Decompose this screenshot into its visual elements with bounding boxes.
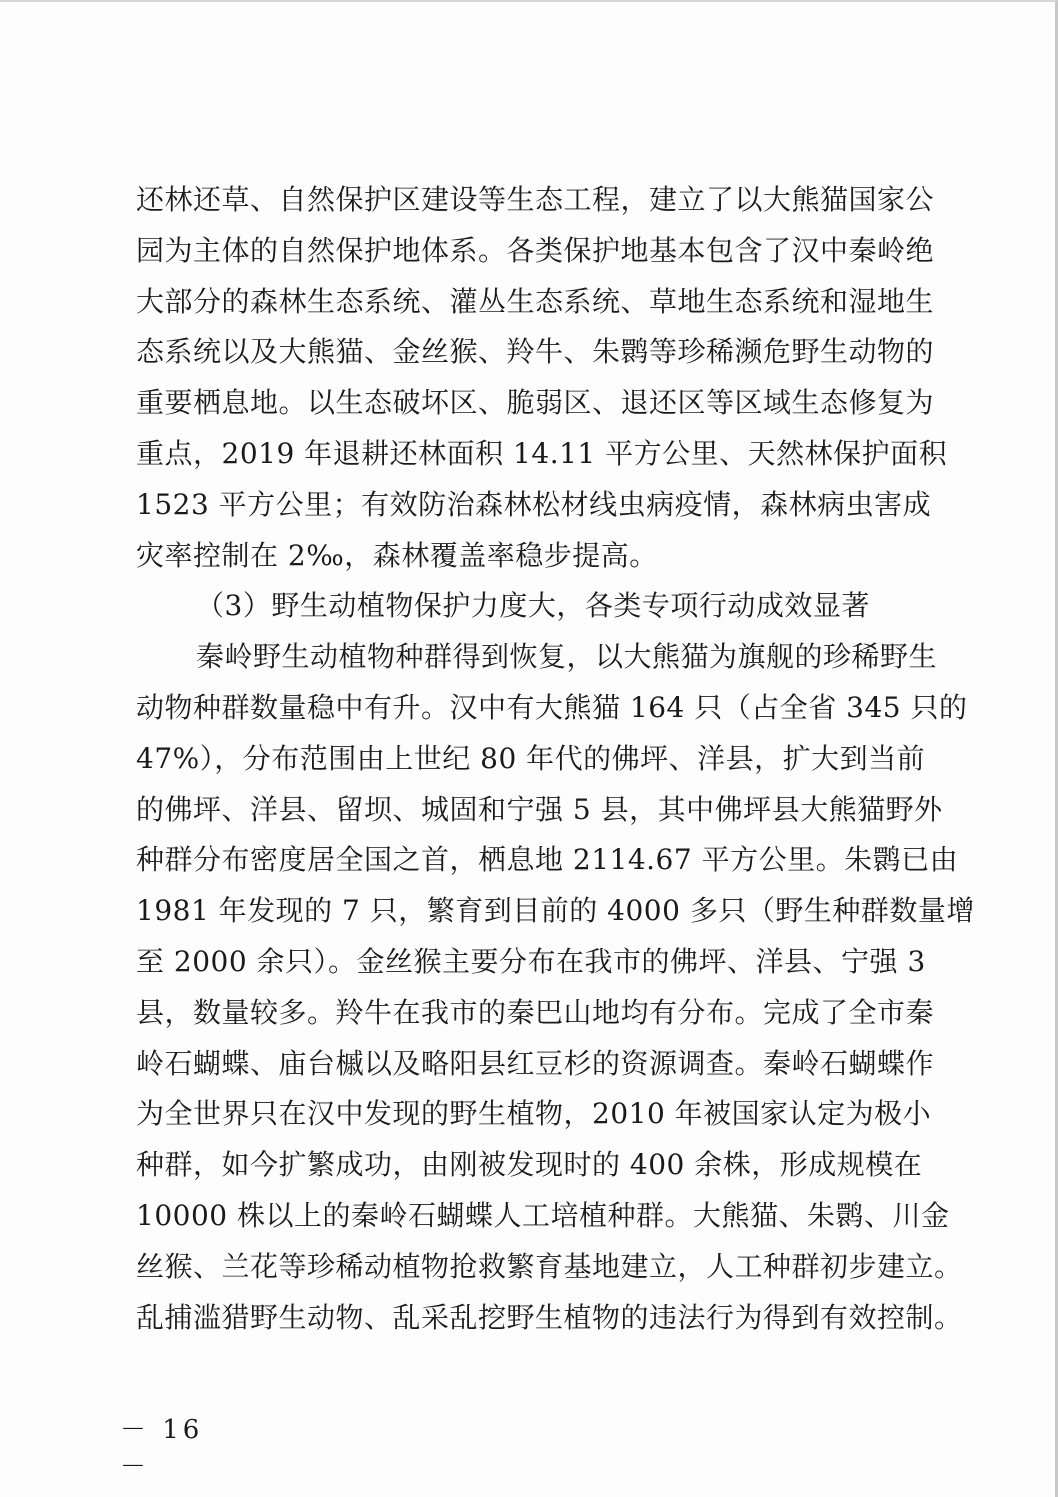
text-line: 重要栖息地。以生态破坏区、脆弱区、退还区等区域生态修复为 [136, 386, 935, 420]
body-text [136, 175, 975, 1343]
text-line: 丝猴、兰花等珍稀动植物抢救繁育基地建立，人工种群初步建立。 [136, 1249, 963, 1283]
text-line: 动物种群数量稳中有升。汉中有大熊猫 164 只（占全省 345 只的 [136, 690, 968, 724]
text-line: 园为主体的自然保护地体系。各类保护地基本包含了汉中秦岭绝 [136, 233, 935, 267]
text-line: 县，数量较多。羚牛在我市的秦巴山地均有分布。完成了全市秦 [136, 995, 935, 1029]
text-line: 1523 平方公里；有效防治森林松材线虫病疫情，森林病虫害成 [136, 487, 932, 521]
page-number: － 16 － [120, 1415, 204, 1482]
text-line: 灾率控制在 2‰，森林覆盖率稳步提高。 [136, 538, 658, 572]
text-line: 种群分布密度居全国之首，栖息地 2114.67 平方公里。朱鹮已由 [136, 843, 959, 877]
text-line: 还林还草、自然保护区建设等生态工程，建立了以大熊猫国家公 [136, 183, 935, 216]
text-line: 47%），分布范围由上世纪 80 年代的佛坪、洋县，扩大到当前 [136, 741, 926, 775]
text-line: 种群，如今扩繁成功，由刚被发现时的 400 余株，形成规模在 [136, 1148, 923, 1182]
text-line: 至 2000 余只）。金丝猴主要分布在我市的佛坪、洋县、宁强 3 [136, 944, 926, 978]
text-line: 乱捕滥猎野生动物、乱采乱挖野生植物的违法行为得到有效控制。 [136, 1300, 963, 1334]
text-line: 1981 年发现的 7 只，繁育到目前的 4000 多只（野生种群数量增 [136, 894, 975, 928]
text-line: 岭石蝴蝶、庙台槭以及略阳县红豆杉的资源调查。秦岭石蝴蝶作 [136, 1046, 935, 1080]
text-line: 大部分的森林生态系统、灌丛生态系统、草地生态系统和湿地生 [136, 284, 935, 318]
text-line: 态系统以及大熊猫、金丝猴、羚牛、朱鹮等珍稀濒危野生动物的 [136, 335, 935, 369]
text-line: 秦岭野生动植物种群得到恢复，以大熊猫为旗舰的珍稀野生 [196, 640, 938, 674]
text-line: 的佛坪、洋县、留坝、城固和宁强 5 县，其中佛坪县大熊猫野外 [136, 792, 943, 826]
text-line: 重点，2019 年退耕还林面积 14.11 平方公里、天然林保护面积 [136, 436, 948, 470]
text-line: 为全世界只在汉中发现的野生植物，2010 年被国家认定为极小 [136, 1097, 932, 1131]
section-heading: （3）野生动植物保护力度大，各类专项行动成效显著 [196, 589, 870, 623]
text-line: 10000 株以上的秦岭石蝴蝶人工培植种群。大熊猫、朱鹮、川金 [136, 1198, 950, 1232]
